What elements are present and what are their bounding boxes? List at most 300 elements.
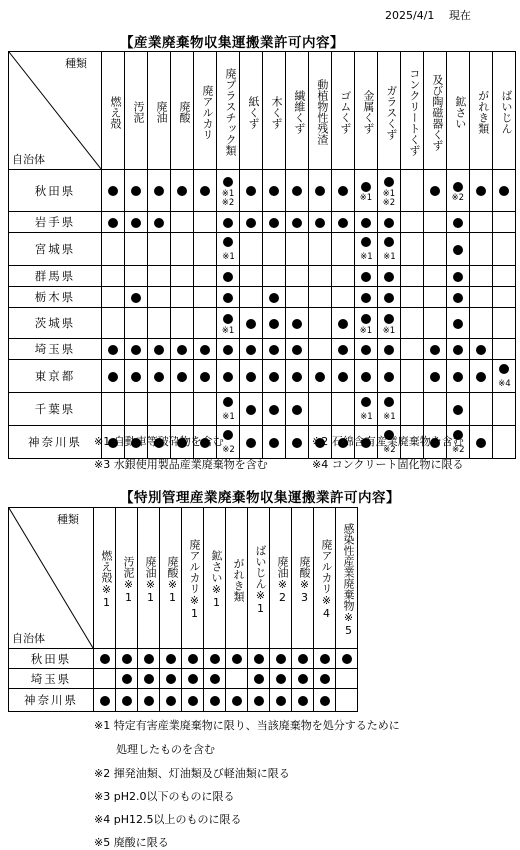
permit-dot-icon [342, 654, 352, 664]
permit-cell [102, 360, 125, 393]
permit-cell [331, 339, 354, 360]
permit-cell [102, 212, 125, 233]
footnote-ref: ※2 [382, 197, 396, 208]
permit-dot-icon [292, 218, 302, 228]
permit-dot-icon [154, 186, 164, 196]
footnote-ref: ※1 [382, 188, 396, 199]
column-header-label: 燃え殻※1 [100, 550, 113, 609]
table-row [9, 266, 516, 287]
permit-cell [248, 689, 270, 712]
permit-dot-icon [320, 696, 330, 706]
footnote-ref: ※2 [383, 445, 396, 456]
permit-cell [239, 308, 262, 339]
permit-cell [331, 308, 354, 339]
column-header [171, 52, 194, 170]
table-row [9, 649, 358, 669]
permit-dot-icon [338, 372, 348, 382]
permit-cell [446, 287, 469, 308]
permit-cell [94, 689, 116, 712]
column-header [400, 52, 423, 170]
permit-cell [285, 308, 308, 339]
industrial-waste-permit-table [8, 51, 516, 459]
permit-cell [239, 360, 262, 393]
permit-cell [292, 689, 314, 712]
permit-cell [194, 233, 217, 266]
permit-dot-icon [361, 345, 371, 355]
permit-cell [377, 393, 400, 426]
permit-cell [194, 393, 217, 426]
permit-dot-icon [210, 654, 220, 664]
permit-cell [171, 212, 194, 233]
permit-dot-icon [154, 372, 164, 382]
permit-dot-icon [223, 293, 233, 303]
permit-cell [400, 339, 423, 360]
permit-cell [308, 360, 331, 393]
permit-dot-icon [223, 372, 233, 382]
permit-dot-icon [361, 397, 371, 407]
permit-cell [125, 266, 148, 287]
municipality-name: 岩手県 [9, 212, 102, 233]
column-header-label: 汚泥※1 [122, 555, 135, 604]
permit-cell [285, 233, 308, 266]
permit-cell [354, 266, 377, 287]
permit-dot-icon [361, 372, 371, 382]
permit-cell [308, 170, 331, 212]
permit-cell [308, 339, 331, 360]
permit-dot-icon [292, 405, 302, 415]
permit-cell [446, 360, 469, 393]
permit-cell [239, 339, 262, 360]
permit-cell [377, 170, 400, 212]
permit-dot-icon [269, 438, 279, 448]
permit-dot-icon [131, 218, 141, 228]
permit-cell [194, 339, 217, 360]
permit-cell [138, 689, 160, 712]
permit-cell [116, 669, 138, 689]
column-header-label: 廃油※1 [144, 555, 157, 604]
permit-dot-icon [269, 319, 279, 329]
permit-dot-icon [254, 674, 264, 684]
permit-cell [102, 393, 125, 426]
permit-dot-icon [292, 186, 302, 196]
permit-dot-icon [338, 319, 348, 329]
column-header [125, 52, 148, 170]
permit-cell [400, 393, 423, 426]
permit-dot-icon [200, 186, 210, 196]
permit-dot-icon [338, 345, 348, 355]
permit-cell [125, 339, 148, 360]
column-header [194, 52, 217, 170]
permit-cell [204, 649, 226, 669]
permit-cell [314, 669, 336, 689]
column-header-label: 木くず [269, 95, 283, 129]
permit-cell [492, 308, 515, 339]
footnote-ref: ※2 [452, 445, 465, 456]
column-header-label: 廃酸 [178, 101, 191, 123]
permit-cell [138, 669, 160, 689]
footnote-ref: ※1 [221, 188, 235, 199]
permit-cell [492, 233, 515, 266]
permit-dot-icon [154, 345, 164, 355]
permit-cell [331, 266, 354, 287]
column-header [292, 508, 314, 649]
permit-dot-icon [144, 696, 154, 706]
permit-cell [308, 393, 331, 426]
permit-cell [469, 393, 492, 426]
permit-dot-icon [223, 237, 233, 247]
footnote: ※4 pH12.5以上のものに限る [94, 813, 242, 826]
permit-cell [285, 360, 308, 393]
permit-dot-icon [292, 345, 302, 355]
permit-cell [216, 287, 239, 308]
footnote-ref: ※1 [222, 412, 235, 423]
permit-cell [314, 689, 336, 712]
permit-dot-icon [254, 696, 264, 706]
permit-dot-icon [223, 345, 233, 355]
permit-cell [239, 212, 262, 233]
permit-dot-icon [384, 345, 394, 355]
permit-cell [423, 308, 446, 339]
footnote: ※3 水銀使用製品産業廃棄物を含む [94, 458, 268, 471]
permit-cell [270, 689, 292, 712]
permit-dot-icon [144, 654, 154, 664]
permit-dot-icon [131, 186, 141, 196]
column-header [331, 52, 354, 170]
footnote-ref: ※2 [222, 445, 235, 456]
footnote: ※2 石綿含有産業廃棄物を含む [312, 435, 464, 448]
permit-dot-icon [223, 272, 233, 282]
permit-dot-icon [223, 177, 233, 187]
permit-dot-icon [384, 237, 394, 247]
permit-cell [492, 360, 515, 393]
permit-dot-icon [499, 186, 509, 196]
municipality-name: 神奈川県 [9, 426, 102, 459]
permit-dot-icon [131, 372, 141, 382]
footnote: ※1 特定有害産業廃棄物に限り、当該廃棄物を処分するために [94, 719, 400, 732]
permit-cell [331, 212, 354, 233]
permit-dot-icon [476, 372, 486, 382]
footnote: ※3 pH2.0以下のものに限る [94, 790, 235, 803]
column-header [248, 508, 270, 649]
permit-dot-icon [232, 696, 242, 706]
permit-dot-icon [108, 372, 118, 382]
permit-cell [377, 287, 400, 308]
permit-dot-icon [276, 696, 286, 706]
permit-cell [331, 360, 354, 393]
column-header [148, 52, 171, 170]
permit-cell [377, 360, 400, 393]
column-header [116, 508, 138, 649]
as-of-date: 2025/4/1 現在 [385, 9, 471, 22]
permit-cell [262, 426, 285, 459]
permit-cell [125, 393, 148, 426]
permit-cell [148, 212, 171, 233]
municipality-name: 群馬県 [9, 266, 102, 287]
column-header [182, 508, 204, 649]
permit-cell [171, 393, 194, 426]
permit-cell [148, 287, 171, 308]
permit-cell [308, 266, 331, 287]
permit-cell [377, 308, 400, 339]
permit-cell [446, 233, 469, 266]
permit-cell [308, 233, 331, 266]
footnote-ref: ※1 [221, 325, 235, 336]
footnote-ref: ※1 [383, 412, 396, 423]
permit-dot-icon [200, 372, 210, 382]
column-header-label: がれき類 [232, 557, 245, 602]
permit-cell [262, 339, 285, 360]
column-header-label: 廃アルカリ※4 [320, 539, 333, 620]
permit-dot-icon [269, 293, 279, 303]
table-row [9, 393, 516, 426]
table-row [9, 170, 516, 212]
permit-cell [400, 266, 423, 287]
permit-cell [354, 308, 377, 339]
permit-dot-icon [453, 272, 463, 282]
permit-dot-icon [254, 654, 264, 664]
permit-cell [492, 339, 515, 360]
column-header-label: 及び陶磁器くず [430, 73, 444, 151]
permit-dot-icon [430, 372, 440, 382]
permit-dot-icon [361, 314, 371, 324]
permit-cell [285, 170, 308, 212]
column-header-label: 鉱さい [453, 95, 467, 129]
permit-dot-icon [122, 696, 132, 706]
permit-dot-icon [320, 654, 330, 664]
permit-dot-icon [298, 674, 308, 684]
column-header-label: 感染性産業廃棄物※5 [342, 522, 355, 637]
column-header-label: 廃油※2 [276, 555, 289, 604]
municipality-name: 秋田県 [9, 649, 94, 669]
permit-dot-icon [269, 405, 279, 415]
permit-cell [292, 649, 314, 669]
column-header [314, 508, 336, 649]
permit-cell [148, 308, 171, 339]
column-header [270, 508, 292, 649]
permit-dot-icon [453, 372, 463, 382]
footnote-ref: ※1 [360, 412, 373, 423]
footnote: ※2 揮発油類、灯油類及び軽油類に限る [94, 767, 290, 780]
permit-cell [171, 339, 194, 360]
permit-dot-icon [166, 674, 176, 684]
permit-cell [239, 266, 262, 287]
permit-dot-icon [315, 218, 325, 228]
permit-dot-icon [108, 345, 118, 355]
permit-cell [492, 170, 515, 212]
permit-dot-icon [246, 372, 256, 382]
permit-cell [469, 212, 492, 233]
permit-cell [148, 339, 171, 360]
permit-cell [102, 308, 125, 339]
permit-dot-icon [453, 319, 463, 329]
permit-dot-icon [384, 272, 394, 282]
permit-dot-icon [453, 405, 463, 415]
permit-dot-icon [269, 218, 279, 228]
footnote-ref: ※1 [382, 325, 396, 336]
permit-cell [262, 233, 285, 266]
column-header-label: 燃え殻 [109, 95, 123, 129]
column-header-label: コンクリートくず [407, 68, 421, 156]
permit-cell [492, 287, 515, 308]
permit-cell [377, 212, 400, 233]
permit-cell [285, 266, 308, 287]
permit-cell [216, 339, 239, 360]
permit-cell [469, 339, 492, 360]
permit-cell [262, 360, 285, 393]
permit-cell [354, 393, 377, 426]
permit-cell [377, 233, 400, 266]
footnote: 処理したものを含む [116, 743, 215, 756]
column-header [308, 52, 331, 170]
column-header [354, 52, 377, 170]
permit-cell [377, 266, 400, 287]
column-header [423, 52, 446, 170]
permit-cell [492, 266, 515, 287]
permit-cell [446, 308, 469, 339]
permit-cell [148, 360, 171, 393]
table-row [9, 689, 358, 712]
permit-dot-icon [453, 245, 463, 255]
permit-cell [216, 308, 239, 339]
footnote-ref: ※4 [498, 379, 511, 390]
column-header-label: 金属くず [361, 90, 375, 134]
permit-dot-icon [122, 654, 132, 664]
permit-cell [469, 170, 492, 212]
permit-cell [160, 649, 182, 669]
table-row [9, 360, 516, 393]
permit-cell [423, 287, 446, 308]
column-header-label: ばいじん※1 [254, 544, 267, 615]
permit-cell [160, 689, 182, 712]
permit-cell [194, 308, 217, 339]
permit-cell [182, 689, 204, 712]
special-waste-permit-title: 【特別管理産業廃棄物収集運搬業許可内容】 [120, 490, 400, 506]
permit-cell [492, 426, 515, 459]
permit-dot-icon [298, 696, 308, 706]
column-header-label: 紙くず [246, 95, 260, 129]
permit-dot-icon [292, 319, 302, 329]
permit-cell [446, 170, 469, 212]
permit-cell [116, 649, 138, 669]
permit-dot-icon [315, 372, 325, 382]
permit-cell [216, 360, 239, 393]
permit-cell [492, 393, 515, 426]
column-header [446, 52, 469, 170]
permit-cell [469, 426, 492, 459]
permit-cell [194, 212, 217, 233]
permit-dot-icon [499, 364, 509, 374]
header-type-label: 種類 [65, 57, 88, 70]
permit-dot-icon [292, 372, 302, 382]
permit-cell [400, 233, 423, 266]
column-header [216, 52, 239, 170]
permit-cell [423, 233, 446, 266]
permit-cell [125, 170, 148, 212]
permit-cell [125, 233, 148, 266]
permit-dot-icon [276, 674, 286, 684]
permit-dot-icon [246, 438, 256, 448]
municipality-name: 埼玉県 [9, 669, 94, 689]
permit-dot-icon [430, 345, 440, 355]
permit-cell [102, 287, 125, 308]
permit-dot-icon [144, 674, 154, 684]
footnote-ref: ※1 [383, 252, 396, 263]
permit-cell [262, 212, 285, 233]
municipality-name: 宮城県 [9, 233, 102, 266]
permit-dot-icon [223, 430, 233, 440]
permit-dot-icon [188, 654, 198, 664]
permit-cell [239, 393, 262, 426]
table-row [9, 669, 358, 689]
permit-cell [239, 426, 262, 459]
header-type-label: 種類 [57, 513, 79, 526]
permit-cell [270, 669, 292, 689]
permit-cell [354, 287, 377, 308]
permit-cell [270, 649, 292, 669]
permit-dot-icon [200, 345, 210, 355]
permit-cell [204, 689, 226, 712]
permit-cell [423, 360, 446, 393]
permit-cell [331, 233, 354, 266]
municipality-name: 埼玉県 [9, 339, 102, 360]
permit-cell [354, 339, 377, 360]
column-header [94, 508, 116, 649]
permit-cell [314, 649, 336, 669]
column-header [138, 508, 160, 649]
table-row [9, 212, 516, 233]
column-header [102, 52, 125, 170]
corner-header [9, 508, 94, 649]
permit-cell [446, 212, 469, 233]
permit-cell [216, 212, 239, 233]
permit-cell [125, 287, 148, 308]
permit-cell [94, 649, 116, 669]
permit-dot-icon [384, 218, 394, 228]
permit-cell [285, 393, 308, 426]
permit-dot-icon [430, 186, 440, 196]
permit-dot-icon [476, 438, 486, 448]
column-header-label: 廃酸※3 [298, 555, 311, 604]
column-header-label: 廃アルカリ [200, 84, 214, 140]
permit-dot-icon [384, 372, 394, 382]
permit-cell [423, 212, 446, 233]
permit-cell [102, 170, 125, 212]
permit-cell [216, 266, 239, 287]
permit-cell [171, 233, 194, 266]
permit-cell [308, 308, 331, 339]
permit-cell [292, 669, 314, 689]
permit-dot-icon [315, 186, 325, 196]
column-header [226, 508, 248, 649]
permit-cell [377, 339, 400, 360]
permit-dot-icon [453, 293, 463, 303]
permit-cell [239, 287, 262, 308]
table-row [9, 339, 516, 360]
permit-dot-icon [188, 674, 198, 684]
special-waste-permit-table [8, 507, 358, 712]
permit-cell [400, 308, 423, 339]
permit-cell [336, 689, 358, 712]
column-header [285, 52, 308, 170]
permit-dot-icon [384, 314, 394, 324]
footnote-ref: ※1 [222, 252, 235, 263]
permit-cell [469, 266, 492, 287]
permit-cell [285, 339, 308, 360]
permit-dot-icon [476, 186, 486, 196]
permit-cell [182, 669, 204, 689]
permit-dot-icon [276, 654, 286, 664]
permit-cell [148, 393, 171, 426]
